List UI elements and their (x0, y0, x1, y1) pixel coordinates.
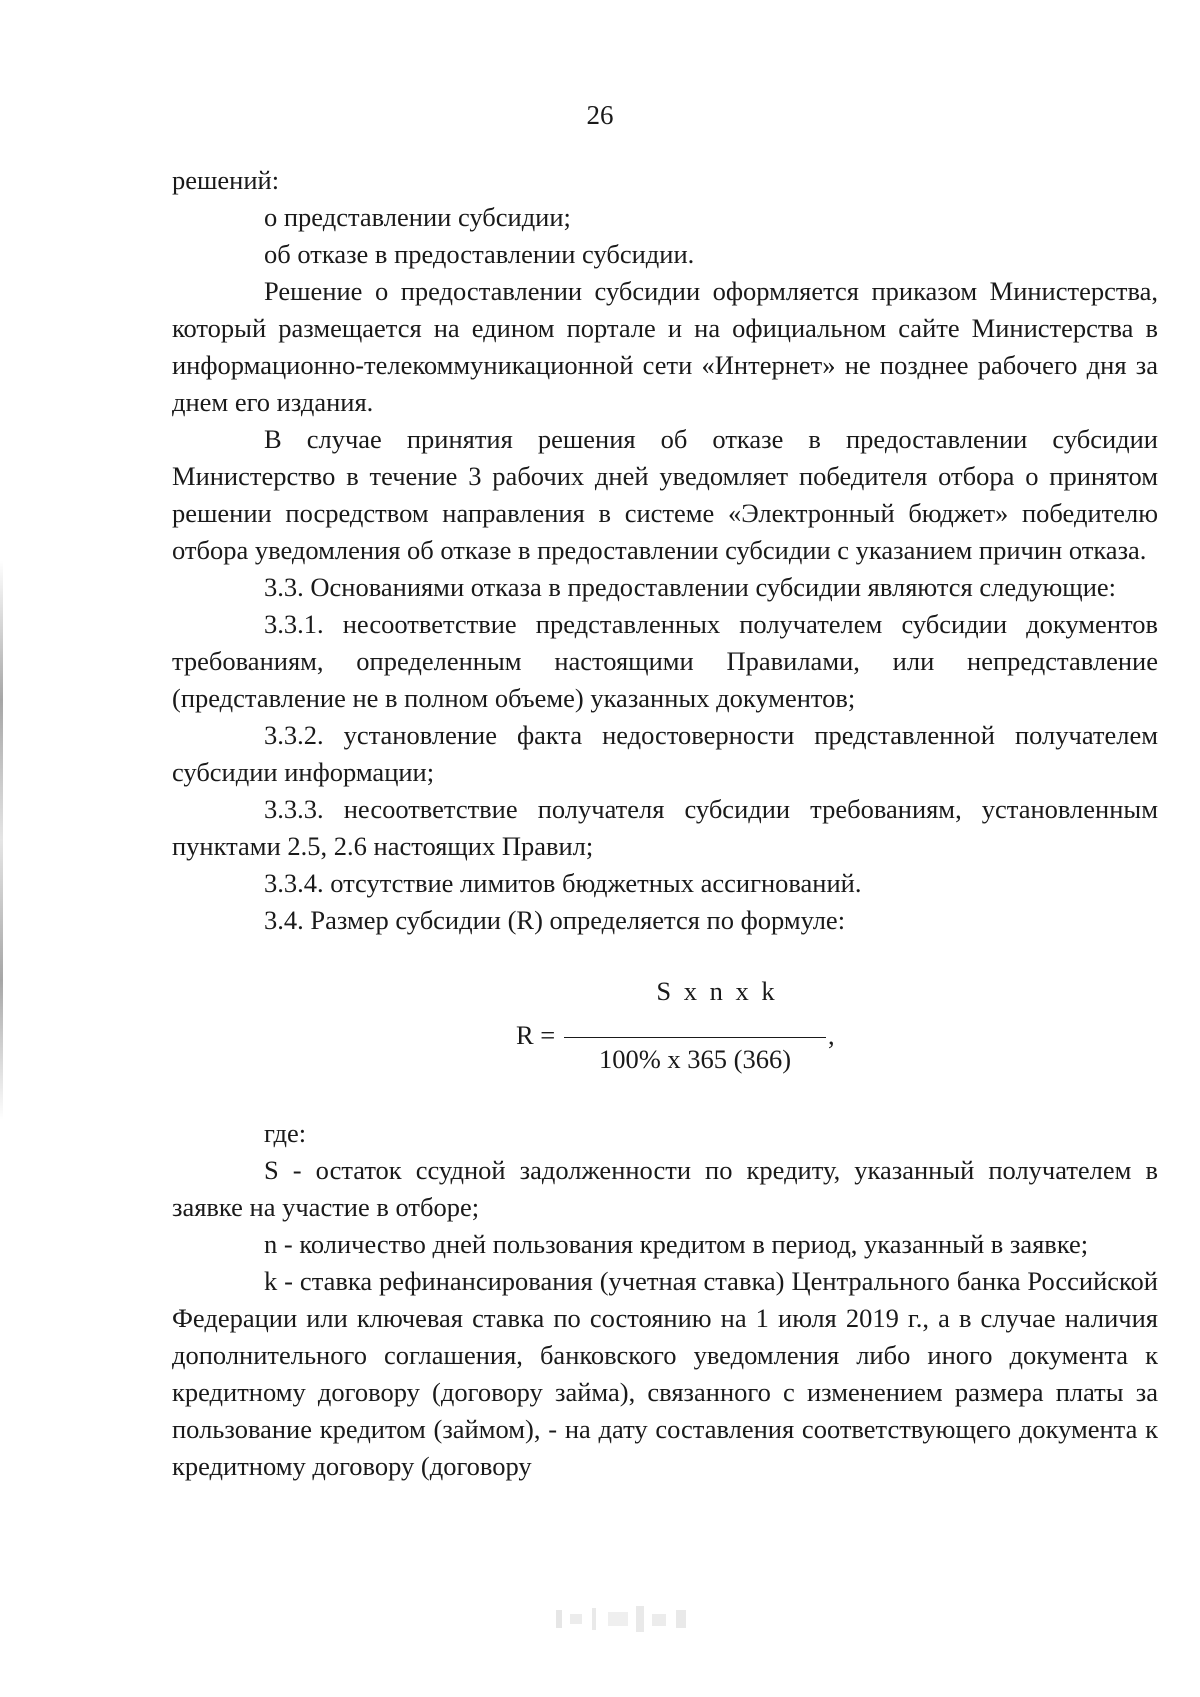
clause-3-3-2: 3.3.2. установление факта недостоверности представленной получателем субсидии информации; (172, 720, 1158, 787)
definition-k: k - ставка рефинансирования (учетная ставка) Центрального банка Российской Федерации или ключевая ставка по состоянию на 1 июля 2019 г., а в случае наличия дополнительного соглашения, банковского уведомления либо иного документа к кредитному договору (договору займа), связанного с изменением размера платы за пользование кредитом (займом), - на дату составления соответствующего документа к кредитному договору (договору (172, 1266, 1158, 1481)
scan-edge-shadow (0, 560, 3, 1120)
formula-lhs: R = (516, 1020, 556, 1050)
clause-3-3: 3.3. Основаниями отказа в предоставлении субсидии являются следующие: (264, 572, 1116, 602)
definition-s: S - остаток ссудной задолженности по кредиту, указанный получателем в заявке на участие в отборе; (172, 1155, 1158, 1222)
formula-trailing-comma: , (828, 1020, 835, 1050)
list-item-decision-grant: о представлении субсидии; (264, 202, 571, 232)
subsidy-formula (172, 959, 1158, 1109)
paragraph-grant-decision: Решение о предоставлении субсидии оформляется приказом Министерства, который размещается на едином портале и на официальном сайте Министерства в информационно-телекоммуникационной сети «Интернет» не позднее рабочего дня за днем его издания. (172, 276, 1158, 417)
clause-3-3-4: 3.3.4. отсутствие лимитов бюджетных ассигнований. (264, 868, 862, 898)
list-item-decision-refusal: об отказе в предоставлении субсидии. (264, 239, 695, 269)
formula-numerator: S x n x k (656, 976, 778, 1006)
document-body (172, 162, 1158, 1485)
clause-3-4: 3.4. Размер субсидии (R) определяется по формуле: (264, 905, 846, 935)
formula-denominator: 100% x 365 (366) (598, 1044, 792, 1074)
paragraph-where: где: (264, 1118, 307, 1148)
paragraph-continuation: решений: (172, 165, 280, 195)
page-number: 26 (586, 100, 614, 130)
formula-fraction-bar (564, 1037, 826, 1038)
clause-3-3-3: 3.3.3. несоответствие получателя субсидии требованиям, установленным пунктами 2.5, 2.6 настоящих Правил; (172, 794, 1158, 861)
paragraph-refusal-notice: В случае принятия решения об отказе в предоставлении субсидии Министерство в течение 3 рабочих дней уведомляет победителя отбора о принятом решении посредством направления в системе «Электронный бюджет» победителю отбора уведомления об отказе в предоставлении субсидии с указанием причин отказа. (172, 424, 1158, 565)
scan-smudge (552, 1602, 702, 1636)
clause-3-3-1: 3.3.1. несоответствие представленных получателем субсидии документов требованиям, определенным настоящими Правилами, или непредставление (представление не в полном объеме) указанных документов; (172, 609, 1158, 713)
definition-n: n - количество дней пользования кредитом в период, указанный в заявке; (264, 1229, 1089, 1259)
